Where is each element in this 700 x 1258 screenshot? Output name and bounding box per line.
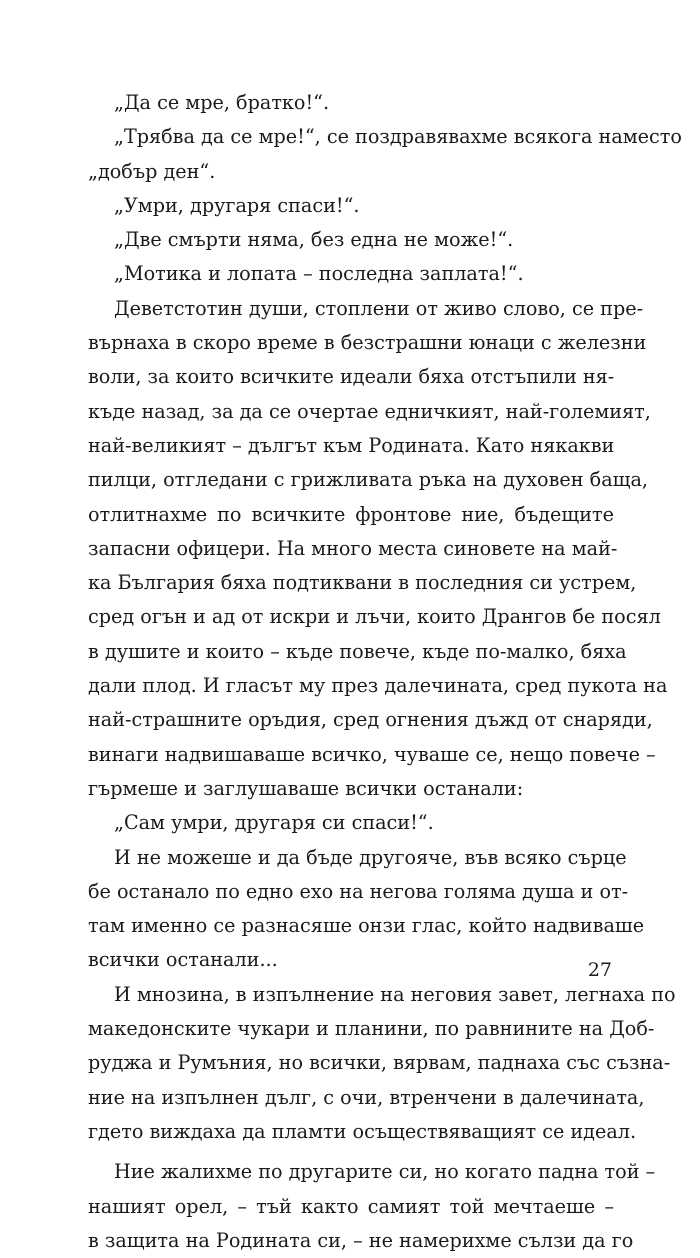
text-line: пилци, отгледани с грижливата ръка на духовен баща, xyxy=(88,468,649,492)
text-line: „Умри, другаря спаси!“. xyxy=(114,193,360,217)
text-line: бе останало по едно ехо на негова голяма душа и от- xyxy=(88,879,629,903)
text-line: в защита на Родината си, – не намерихме сълзи да го xyxy=(88,1228,634,1252)
text-line: македонските чукари и планини, по равнините на Доб- xyxy=(88,1017,655,1041)
text-line: Деветстотин души, стоплени от живо слово, се пре- xyxy=(114,296,644,320)
text-line: „Мотика и лопата – последна заплата!“. xyxy=(114,262,524,286)
text-line: „добър ден“. xyxy=(88,159,216,183)
text-line: запасни офицери. На много места синовете на май- xyxy=(88,536,618,560)
text-line: всички останали... xyxy=(88,948,278,972)
text-line: „Трябва да се мре!“, се поздравявахме всякога наместо xyxy=(114,125,682,149)
text-line: воли, за които всичките идеали бяха отстъпили ня- xyxy=(88,365,615,389)
page-number: 27 xyxy=(587,959,612,981)
text-line: гърмеше и заглушаваше всички останали: xyxy=(88,776,524,800)
text-line: върнаха в скоро време в безстрашни юнаци с железни xyxy=(88,331,647,355)
text-line: И не можеше и да бъде другояче, във всяко сърце xyxy=(114,845,627,869)
text-line: в душите и които – къде повече, къде по-малко, бяха xyxy=(88,639,627,663)
text-line: „Сам умри, другаря си спаси!“. xyxy=(114,811,434,835)
text-line: ка България бяха подтиквани в последния си устрем, xyxy=(88,571,637,595)
text-line: най-страшните оръдия, сред огнения дъжд от снаряди, xyxy=(88,708,653,732)
text-line: къде назад, за да се очертае едничкият, най-големият, xyxy=(88,399,651,423)
text-line: „Две смърти няма, без една не може!“. xyxy=(114,228,514,252)
body-text xyxy=(88,86,682,1258)
text-line: дали плод. И гласът му през далечината, сред пукота на xyxy=(88,674,668,698)
text-line: сред огън и ад от искри и лъчи, които Дрангов бе посял xyxy=(88,605,661,629)
text-line: там именно се разнасяше онзи глас, който надвиваше xyxy=(88,914,645,938)
text-line: Ние жалихме по другарите си, но когато падна той – xyxy=(114,1160,656,1184)
text-line: най-великият – дългът към Родината. Като някакви xyxy=(88,433,615,457)
text-line: „Да се мре, братко!“. xyxy=(114,91,330,114)
text-line: гдето виждаха да пламти осъществяващият се идеал. xyxy=(88,1119,637,1143)
text-line: И мнозина, в изпълнение на неговия завет, легнаха по xyxy=(114,982,676,1006)
text-line: руджа и Румъния, но всички, вярвам, паднаха със съзна- xyxy=(88,1051,671,1075)
text-line: нашият орел, – тъй както самият той мечтаеше – xyxy=(88,1194,614,1218)
text-line: винаги надвишаваше всичко, чуваше се, нещо повече – xyxy=(88,742,656,766)
text-line: отлитнахме по всичките фронтове ние, бъдещите xyxy=(88,502,614,526)
text-line: ние на изпълнен дълг, с очи, втренчени в далечината, xyxy=(88,1085,645,1109)
